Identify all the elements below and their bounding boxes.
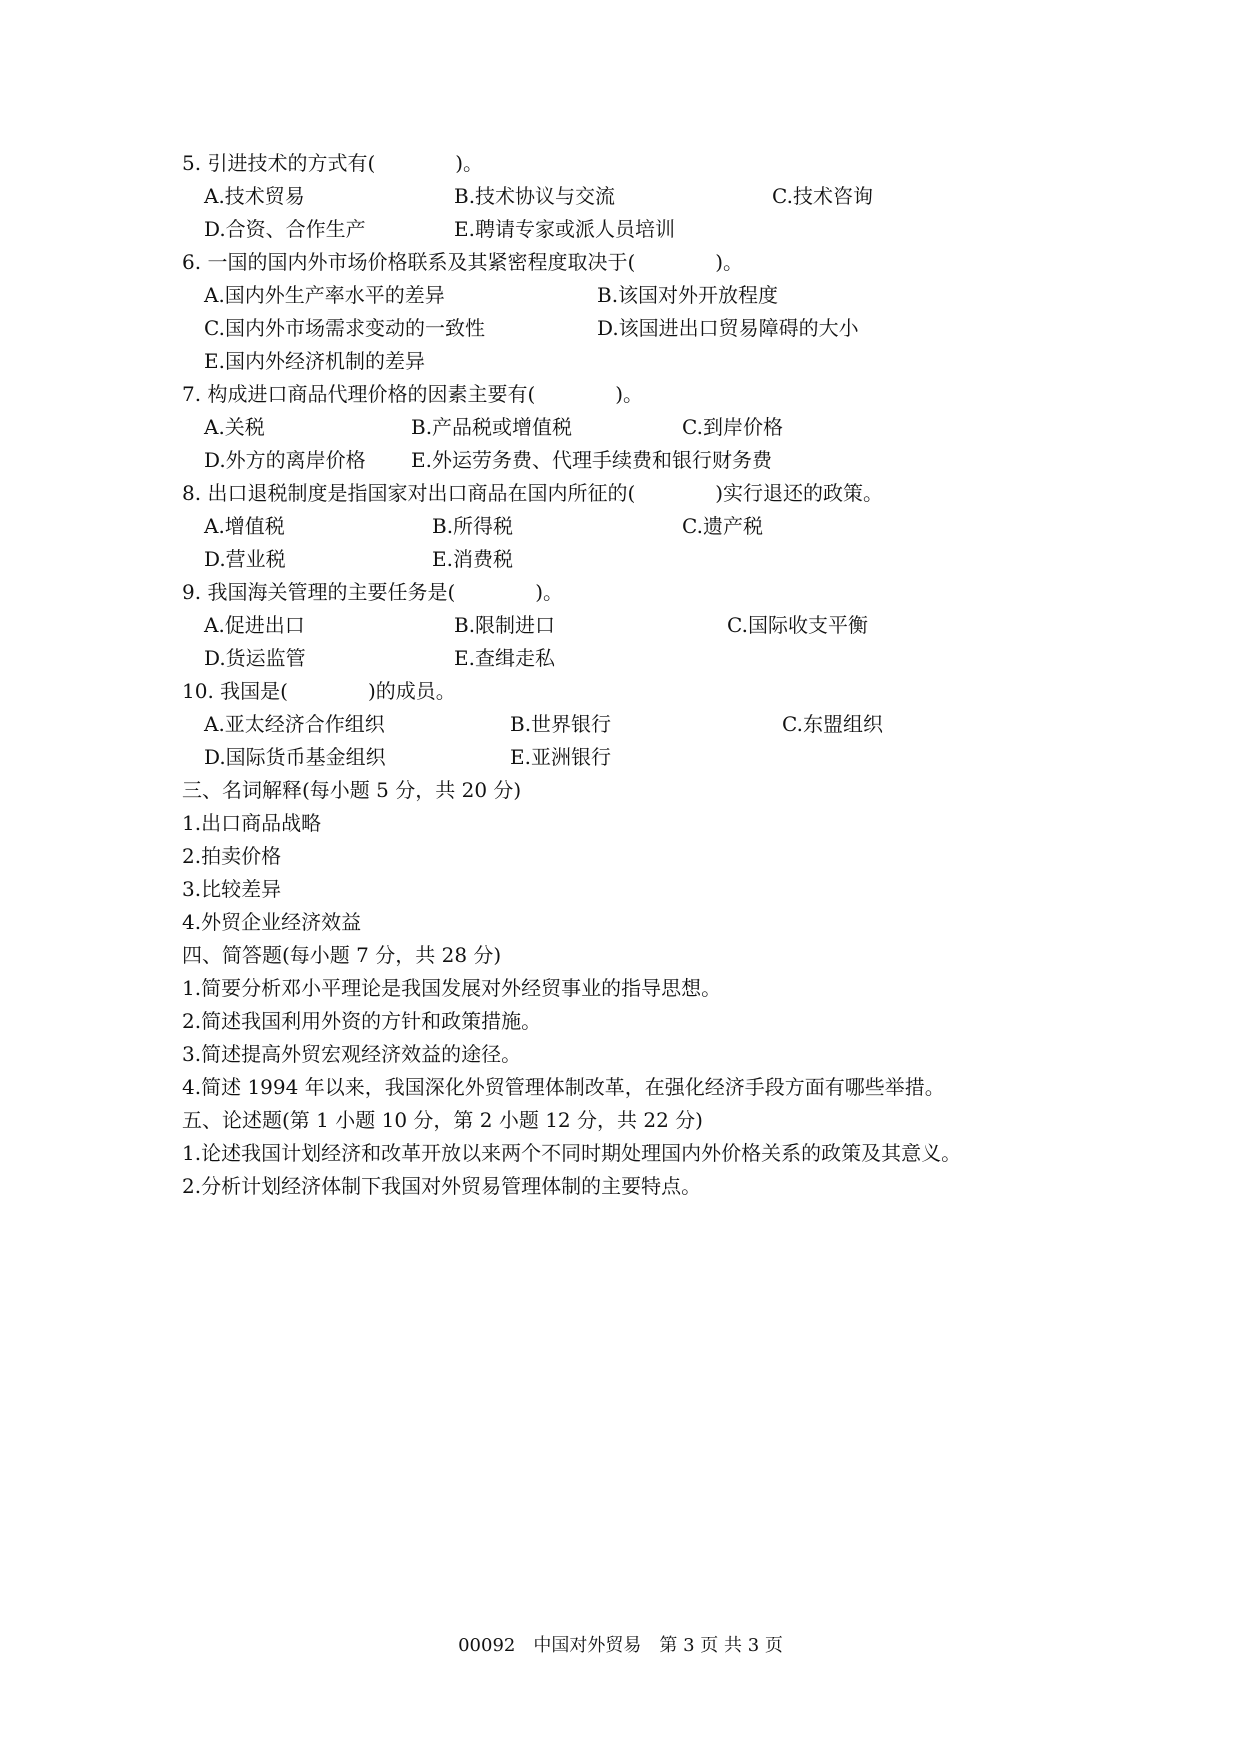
question-6-option-e: E.国内外经济机制的差异 [204,349,425,373]
question-10-option-c: C.东盟组织 [782,712,883,736]
question-9-stem: 9. 我国海关管理的主要任务是( )。 [182,580,564,604]
question-9-option-c: C.国际收支平衡 [727,613,868,637]
question-6-option-d: D.该国进出口贸易障碍的大小 [597,316,859,340]
question-9-option-d: D.货运监管 [204,646,306,670]
question-9-option-b: B.限制进口 [454,613,556,637]
question-8-option-a: A.增值税 [204,514,285,538]
question-5-option-d: D.合资、合作生产 [204,217,366,241]
section-4-item: 4.简述 1994 年以来，我国深化外贸管理体制改革，在强化经济手段方面有哪些举措。 [182,1075,945,1099]
question-5-stem: 5. 引进技术的方式有( )。 [182,151,484,175]
question-5-option-a: A.技术贸易 [204,184,305,208]
question-8-option-d: D.营业税 [204,547,286,571]
section-4-item: 3.简述提高外贸宏观经济效益的途径。 [182,1042,522,1066]
question-6-option-a: A.国内外生产率水平的差异 [204,283,445,307]
section-4-heading: 四、简答题(每小题 7 分，共 28 分) [182,943,502,967]
question-8-option-b: B.所得税 [432,514,514,538]
question-5-option-b: B.技术协议与交流 [454,184,616,208]
section-3-item: 1.出口商品战略 [182,811,322,835]
question-7-option-a: A.关税 [204,415,265,439]
section-3-heading: 三、名词解释(每小题 5 分，共 20 分) [182,778,522,802]
question-9-option-a: A.促进出口 [204,613,305,637]
question-10-option-b: B.世界银行 [510,712,612,736]
section-3-item: 3.比较差异 [182,877,282,901]
question-8-option-c: C.遗产税 [682,514,763,538]
question-10-option-e: E.亚洲银行 [510,745,611,769]
section-3-item: 2.拍卖价格 [182,844,282,868]
question-5-option-e: E.聘请专家或派人员培训 [454,217,675,241]
question-7-option-d: D.外方的离岸价格 [204,448,366,472]
question-5-option-c: C.技术咨询 [772,184,873,208]
question-7-stem: 7. 构成进口商品代理价格的因素主要有( )。 [182,382,644,406]
question-6-option-c: C.国内外市场需求变动的一致性 [204,316,485,340]
question-10-option-d: D.国际货币基金组织 [204,745,386,769]
question-7-option-b: B.产品税或增值税 [411,415,573,439]
section-5-item: 1.论述我国计划经济和改革开放以来两个不同时期处理国内外价格关系的政策及其意义。 [182,1141,962,1165]
section-5-item: 2.分析计划经济体制下我国对外贸易管理体制的主要特点。 [182,1174,702,1198]
section-4-item: 2.简述我国利用外资的方针和政策措施。 [182,1009,542,1033]
section-3-item: 4.外贸企业经济效益 [182,910,362,934]
question-10-stem: 10. 我国是( )的成员。 [182,679,456,703]
page-footer: 00092 中国对外贸易 第 3 页 共 3 页 [458,1635,783,1656]
question-7-option-e: E.外运劳务费、代理手续费和银行财务费 [411,448,772,472]
question-9-option-e: E.查缉走私 [454,646,555,670]
section-5-heading: 五、论述题(第 1 小题 10 分，第 2 小题 12 分，共 22 分) [182,1108,703,1132]
section-4-item: 1.简要分析邓小平理论是我国发展对外经贸事业的指导思想。 [182,976,722,1000]
question-7-option-c: C.到岸价格 [682,415,783,439]
question-8-stem: 8. 出口退税制度是指国家对出口商品在国内所征的( )实行退还的政策。 [182,481,884,505]
question-6-option-b: B.该国对外开放程度 [597,283,779,307]
question-8-option-e: E.消费税 [432,547,513,571]
question-6-stem: 6. 一国的国内外市场价格联系及其紧密程度取决于( )。 [182,250,744,274]
question-10-option-a: A.亚太经济合作组织 [204,712,385,736]
